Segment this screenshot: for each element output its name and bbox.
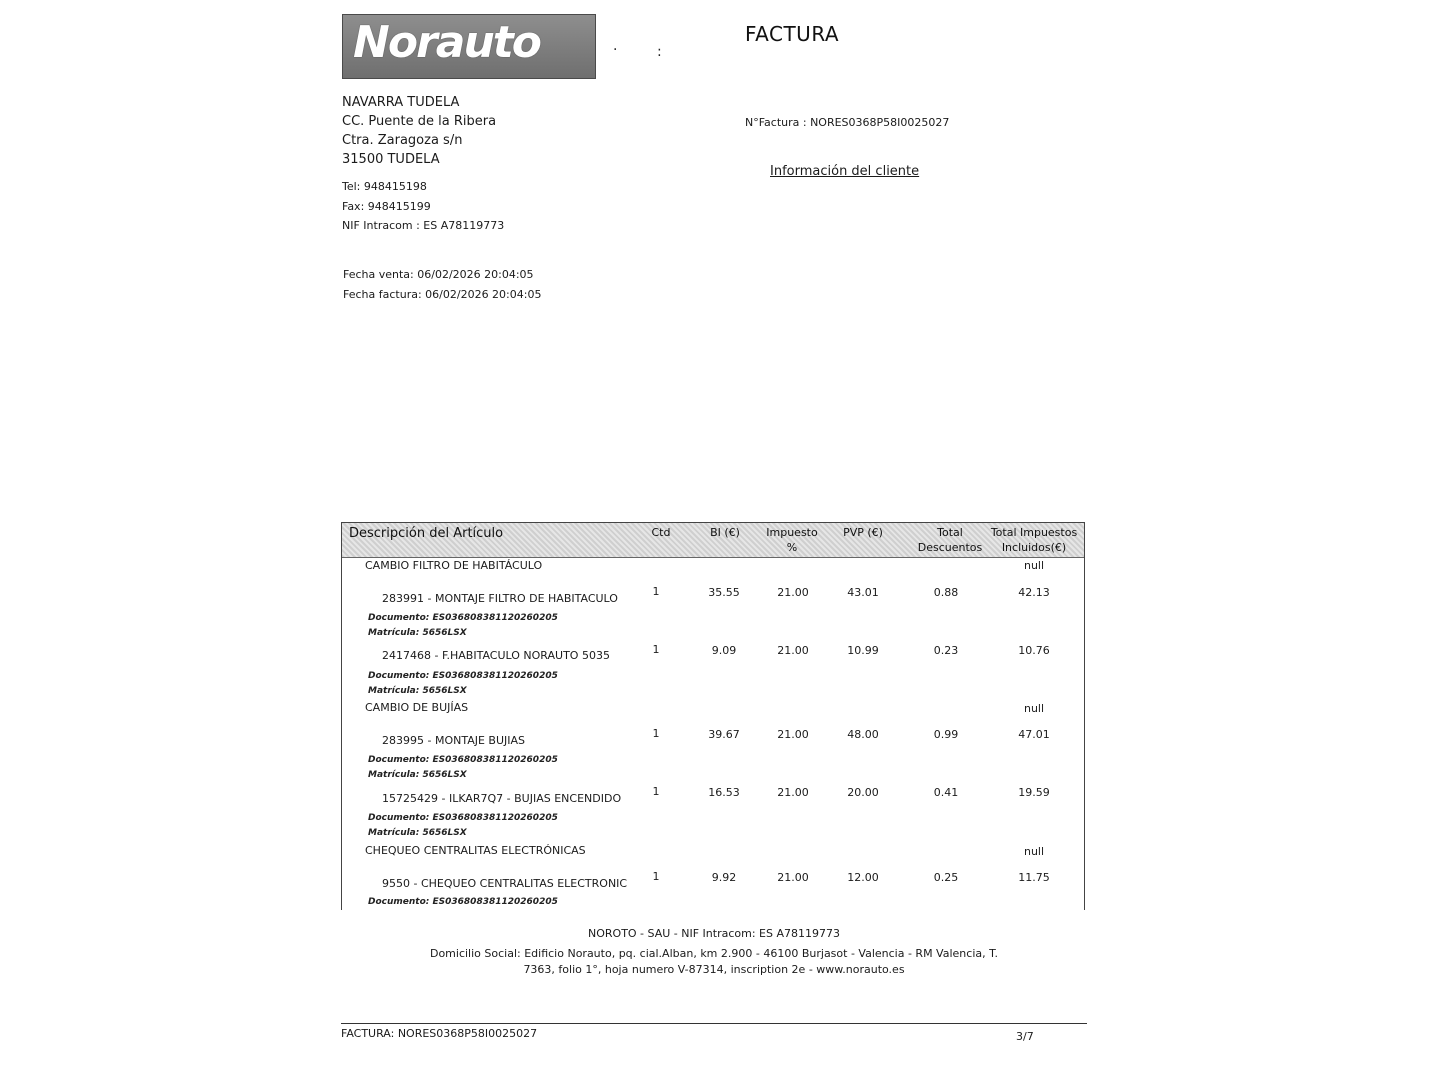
item-total: 42.13 bbox=[1018, 586, 1050, 599]
item-description: 15725429 - ILKAR7Q7 - BUJIAS ENCENDIDO bbox=[382, 792, 622, 805]
item-ctd: 1 bbox=[652, 870, 660, 883]
store-contact bbox=[342, 177, 504, 236]
group-total: null bbox=[1023, 559, 1045, 572]
item-matricula: Matrícula: 5656LSX bbox=[368, 828, 467, 838]
table-header bbox=[342, 523, 1084, 558]
logo-text: Norauto bbox=[353, 17, 541, 68]
header-descuentos bbox=[912, 525, 988, 555]
item-bi: 35.55 bbox=[708, 586, 740, 599]
header-description: Descripción del Artículo bbox=[349, 526, 504, 541]
item-matricula: Matrícula: 5656LSX bbox=[368, 628, 467, 638]
item-descuento: 0.23 bbox=[933, 644, 959, 657]
item-descuento: 0.88 bbox=[933, 586, 959, 599]
store-fax: Fax: 948415199 bbox=[342, 199, 431, 213]
item-pvp: 43.01 bbox=[847, 586, 879, 599]
group-title: CAMBIO FILTRO DE HABITÁCULO bbox=[365, 559, 543, 572]
group-title: CAMBIO DE BUJÍAS bbox=[365, 701, 469, 714]
item-documento: Documento: ES036808381120260205 bbox=[368, 755, 558, 765]
invoice-number: N°Factura : NORES0368P58I0025027 bbox=[745, 116, 950, 129]
header-ctd: Ctd bbox=[651, 526, 671, 539]
group-total: null bbox=[1023, 702, 1045, 715]
store-line: 31500 TUDELA bbox=[342, 152, 440, 167]
header-impuesto bbox=[759, 525, 825, 555]
invoice-dates bbox=[343, 265, 541, 305]
item-bi: 39.67 bbox=[708, 728, 740, 741]
item-total: 47.01 bbox=[1018, 728, 1050, 741]
item-documento: Documento: ES036808381120260205 bbox=[368, 897, 558, 907]
store-nif: NIF Intracom : ES A78119773 bbox=[342, 219, 505, 232]
fecha-venta: Fecha venta: 06/02/2026 20:04:05 bbox=[343, 268, 534, 281]
document-title: FACTURA bbox=[745, 22, 840, 46]
item-bi: 9.92 bbox=[711, 871, 737, 884]
item-matricula: Matrícula: 5656LSX bbox=[368, 686, 467, 696]
item-description: 2417468 - F.HABITACULO NORAUTO 5035 bbox=[382, 649, 610, 662]
item-documento: Documento: ES036808381120260205 bbox=[368, 671, 558, 681]
header-pvp: PVP (€) bbox=[843, 526, 883, 539]
group-total: null bbox=[1023, 845, 1045, 858]
store-tel: Tel: 948415198 bbox=[342, 180, 427, 193]
item-description: 283995 - MONTAJE BUJIAS bbox=[382, 734, 526, 747]
header-total bbox=[988, 525, 1080, 555]
item-descuento: 0.99 bbox=[933, 728, 959, 741]
item-pvp: 48.00 bbox=[847, 728, 879, 741]
item-total: 19.59 bbox=[1018, 786, 1050, 799]
header-impuesto-line1: Impuesto bbox=[766, 526, 818, 539]
item-total: 10.76 bbox=[1018, 644, 1050, 657]
item-ctd: 1 bbox=[652, 785, 660, 798]
scan-dot: · bbox=[613, 42, 618, 58]
item-bi: 9.09 bbox=[711, 644, 737, 657]
store-address bbox=[342, 93, 496, 169]
item-impuesto: 21.00 bbox=[777, 871, 809, 884]
item-impuesto: 21.00 bbox=[777, 786, 809, 799]
item-pvp: 20.00 bbox=[847, 786, 879, 799]
footer-invoice-ref: FACTURA: NORES0368P58I0025027 bbox=[341, 1027, 538, 1040]
item-total: 11.75 bbox=[1018, 871, 1050, 884]
fecha-factura: Fecha factura: 06/02/2026 20:04:05 bbox=[343, 288, 542, 301]
item-pvp: 12.00 bbox=[847, 871, 879, 884]
header-bi: BI (€) bbox=[710, 526, 740, 539]
item-impuesto: 21.00 bbox=[777, 644, 809, 657]
item-matricula: Matrícula: 5656LSX bbox=[368, 770, 467, 780]
item-descuento: 0.25 bbox=[933, 871, 959, 884]
store-line: CC. Puente de la Ribera bbox=[342, 114, 497, 129]
footer-company: NOROTO - SAU - NIF Intracom: ES A78119773 bbox=[588, 927, 840, 940]
scan-colon: : bbox=[657, 44, 662, 60]
header-impuesto-line2: % bbox=[786, 541, 798, 554]
item-ctd: 1 bbox=[652, 727, 660, 740]
norauto-logo bbox=[342, 14, 596, 79]
item-impuesto: 21.00 bbox=[777, 728, 809, 741]
client-info-heading: Información del cliente bbox=[770, 164, 920, 179]
footer-registry: 7363, folio 1°, hoja numero V-87314, inscription 2e - www.norauto.es bbox=[523, 963, 905, 976]
group-title: CHEQUEO CENTRALITAS ELECTRÓNICAS bbox=[365, 844, 586, 857]
items-table bbox=[341, 522, 1085, 910]
page-number: 3/7 bbox=[1016, 1030, 1034, 1043]
header-total-line1: Total Impuestos bbox=[990, 526, 1078, 539]
item-pvp: 10.99 bbox=[847, 644, 879, 657]
item-descuento: 0.41 bbox=[933, 786, 959, 799]
item-description: 283991 - MONTAJE FILTRO DE HABITACULO bbox=[382, 592, 618, 605]
header-descuentos-line1: Total bbox=[937, 526, 963, 539]
item-ctd: 1 bbox=[652, 643, 660, 656]
store-line: Ctra. Zaragoza s/n bbox=[342, 133, 463, 148]
item-description: 9550 - CHEQUEO CENTRALITAS ELECTRONIC bbox=[382, 877, 628, 890]
item-impuesto: 21.00 bbox=[777, 586, 809, 599]
item-ctd: 1 bbox=[652, 585, 660, 598]
footer-address: Domicilio Social: Edificio Norauto, pq. cial.Alban, km 2.900 - 46100 Burjasot - Valencia - RM Valencia, T. bbox=[429, 947, 999, 960]
item-documento: Documento: ES036808381120260205 bbox=[368, 613, 558, 623]
header-descuentos-line2: Descuentos bbox=[917, 541, 983, 554]
footer-divider bbox=[341, 1023, 1087, 1024]
header-total-line2: Incluidos(€) bbox=[1001, 541, 1067, 554]
store-line: NAVARRA TUDELA bbox=[342, 95, 460, 110]
item-bi: 16.53 bbox=[708, 786, 740, 799]
item-documento: Documento: ES036808381120260205 bbox=[368, 813, 558, 823]
